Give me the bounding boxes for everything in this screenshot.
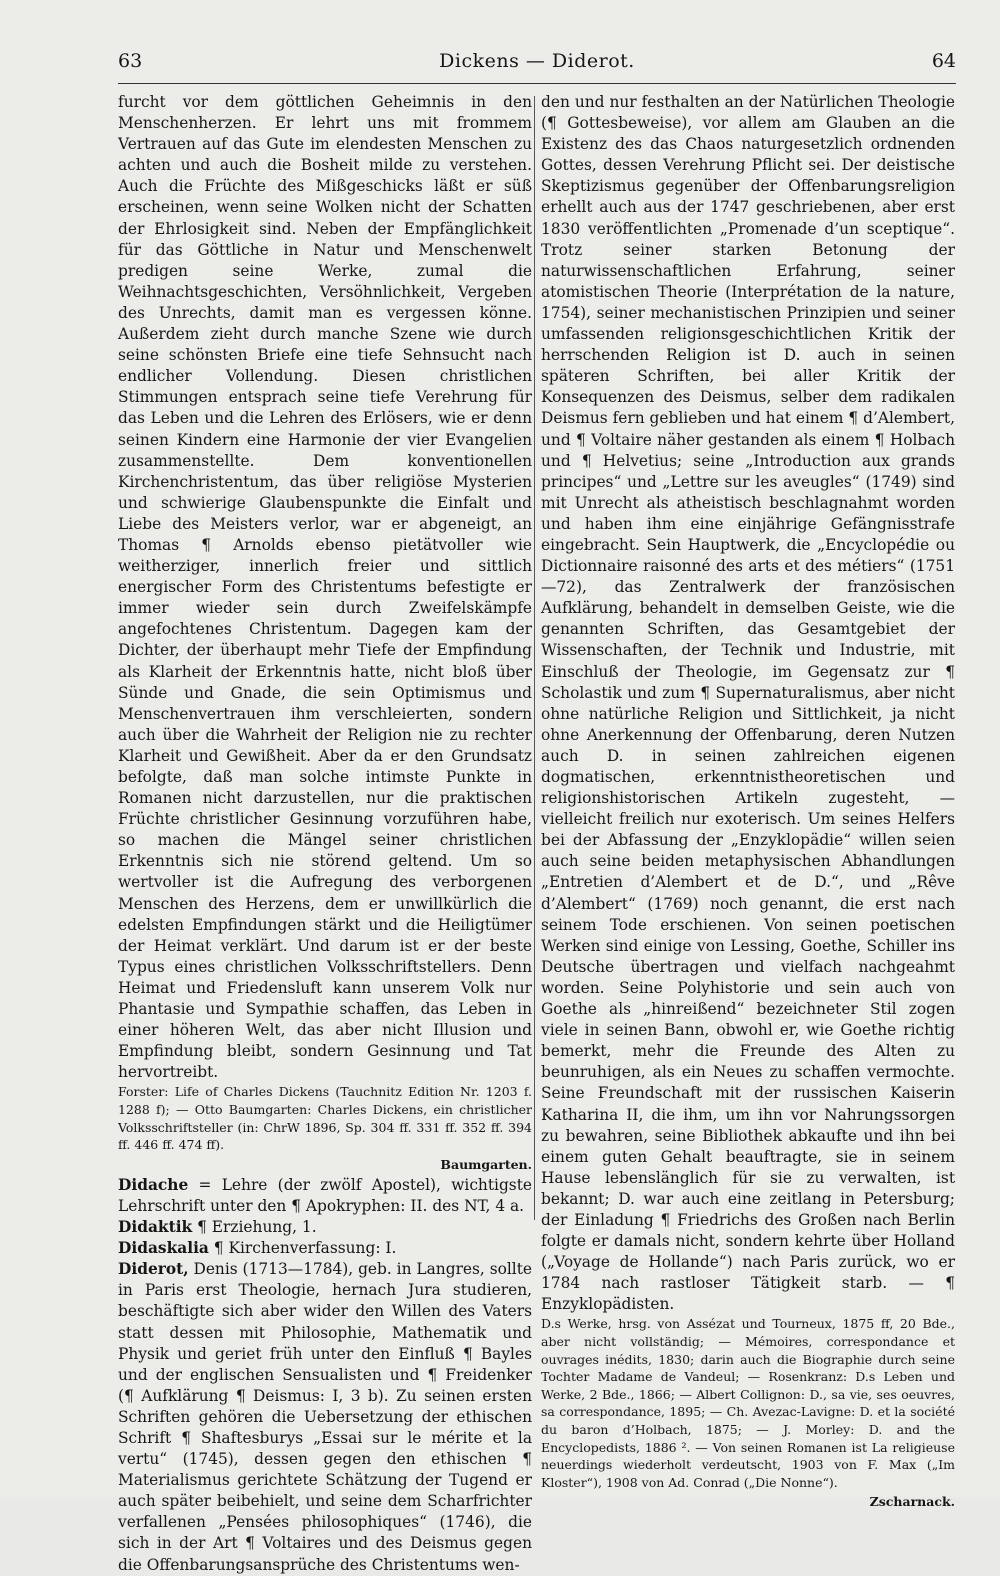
didache-text: = Lehre (der zwölf Apostel), wichtigste Lehrschrift unter den ¶ Apokryphen: II. des NT, 4 a. [118,1175,532,1215]
column-divider [534,96,535,1220]
entry-didache [118,1175,532,1217]
dickens-article-body: furcht vor dem göttlichen Geheimnis in den Menschenherzen. Er lehrt uns mit frommem Vertrauen auf das Gute im elendesten Menschen zu achten und auch die Bosheit milde zu verstehen. Auch die Früchte des Mißgeschicks läßt er süß erscheinen, wenn seine Wolken nicht der Schatten der Ehrlosigkeit sind. Neben der Empfänglichkeit für das Göttliche in Natur und Menschenwelt predigen seine Werke, zumal die Weihnachtsgeschichten, Versöhnlichkeit, Vergeben des Unrechts, damit man es vergessen könne. Außerdem zieht durch manche Szene wie durch seine schönsten Briefe eine tiefe Sehnsucht nach endlicher Vollendung. Diesen christlichen Stimmungen entsprach seine tiefe Verehrung für das Leben und die Lehren des Erlösers, wie er denn seinen Kindern eine Harmonie der vier Evangelien zusammenstellte. Dem konventionellen Kirchenchristentum, das über religiöse Mysterien und schwierige Glaubenspunkte die Einfalt und Liebe des Meisters verlor, war er abgeneigt, an Thomas ¶ Arnolds ebenso pietätvoller wie weitherziger, innerlich freier und sittlich energischer Form des Christentums befestigte er immer wieder sein durch Zweifelskämpfe angefochtenes Christentum. Dagegen kam der Dichter, der überhaupt mehr Tiefe der Empfindung als Klarheit der Erkenntnis hatte, nicht bloß über Sünde und Gnade, die sein Optimismus und Menschenvertrauen ihm verschleierten, sondern auch über die Wahrheit der Religion nie zu rechter Klarheit und Gewißheit. Aber da er den Grundsatz befolgte, daß man solche intimste Punkte in Romanen nicht darzustellen, nur die praktischen Früchte christlicher Gesinnung vorzuführen habe, so machen die Mängel seiner christlichen Erkenntnis sich nie störend geltend. Um so wertvoller ist die Aufregung des verborgenen Menschen des Herzens, dem er unwillkürlich die edelsten Empfindungen stärkt und die Heiligtümer der Heimat verklärt. Und darum ist er der beste Typus eines christlichen Volksschriftstellers. Denn Heimat und Friedensluft kann unserem Volk nur Phantasie und Sympathie schaffen, das Leben in einer höheren Welt, das aber nicht Illusion und Empfindung bleibt, sondern Gesinnung und Tat hervortreibt. [118,93,532,1082]
running-title: Dickens — Diderot. [439,50,635,72]
page-header [118,44,956,84]
diderot-author-signature: Zscharnack. [869,1494,955,1510]
dickens-author-signature: Baumgarten. [440,1156,532,1172]
headword-didaktik: Didaktik [118,1218,193,1237]
diderot-text-start: Denis (1713—1784), geb. in Langres, sollte in Paris erst Theologie, hernach Jura studieren, beschäftigte sich aber wider den Willen des Vaters statt dessen mit Philosophie, Mathematik und Physik und geriet früh unter den Einfluß ¶ Bayles und der englischen Sensualisten und ¶ Freidenker (¶ Aufklärung ¶ Deismus: I, 3 b). Zu seinen ersten Schriften gehören die Uebersetzung der ethischen Schrift ¶ Shaftesburys „Essai sur le mérite et la vertu“ (1745), dessen gegen den ethischen ¶ Materialismus gerichtete Schätzung der Tugend er auch später beibehielt, und seine dem Scharfrichter verfallenen „Pensées philosophiques“ (1746), die sich in der Art ¶ Voltaires und des Deismus gegen die Offenbarungsansprüche des Christentums wen- [118,1260,533,1574]
entry-didaskalia [118,1238,532,1259]
didaskalia-text: ¶ Kirchenverfassung: I. [208,1239,397,1258]
headword-didache: Didache [118,1175,189,1194]
entry-diderot [118,1259,532,1575]
didaktik-text: ¶ Erziehung, 1. [192,1218,317,1237]
right-column [541,92,955,1512]
diderot-article-body: den und nur festhalten an der Natürlichen Theologie (¶ Gottesbeweise), vor allem am Glauben an die Existenz des das Chaos naturgesetzlich ordnenden Gottes, dessen Verehrung Pflicht sei. Der deistische Skeptizismus gegenüber der Offenbarungsreligion erhellt auch aus der 1747 geschriebenen, aber erst 1830 veröffentlichten „Promenade d’un sceptique“. Trotz seiner starken Betonung der naturwissenschaftlichen Erfahrung, seiner atomistischen Theorie (Interprétation de la nature, 1754), seiner mechanistischen Prinzipien und seiner umfassenden religionsgeschichtlichen Kritik der herrschenden Religion ist D. auch in seinen späteren Schriften, bei aller Kritik der Konsequenzen des Deismus, selber dem radikalen Deismus fern geblieben und hat einem ¶ d’Alembert, und ¶ Voltaire näher gestanden als einem ¶ Holbach und ¶ Helvetius; seine „Introduction aux grands principes“ und „Lettre sur les aveugles“ (1749) sind mit Unrecht als atheistisch beschlagnahmt worden und haben ihm eine einjährige Gefängnisstrafe eingebracht. Sein Hauptwerk, die „Encyclopédie ou Dictionnaire raisonné des arts et des métiers“ (1751—72), das Zentralwerk der französischen Aufklärung, behandelt in demselben Geiste, wie die genannten Schriften, das Gesamtgebiet der Wissenschaften, der Technik und Industrie, mit Einschluß der Theologie, im Gegensatz zur ¶ Scholastik und zum ¶ Supernaturalismus, aber nicht ohne natürliche Religion und Sittlichkeit, ja nicht ohne Anerkennung der Offenbarung, deren Nutzen auch D. in seinen zahlreichen eigenen dogmatischen, erkenntnistheoretischen und religionshistorischen Artikeln zugesteht, — vielleicht freilich nur exoterisch. Um seines Helfers bei der Abfassung der „Enzyklopädie“ willen seien auch seine beiden metaphysischen Abhandlungen „Entretien d’Alembert et de D.“, und „Rêve d’Alembert“ (1769) noch genannt, die erst nach seinem Tode erschienen. Von seinen poetischen Werken sind einige von Lessing, Goethe, Schiller ins Deutsche übertragen und vielfach nachgeahmt worden. Seine Polyhistorie und sein auch von Goethe als „hinreißend“ bezeichneter Stil zogen viele in seinen Bann, obwohl er, wie Goethe richtig bemerkt, mehr die Freunde des Alten zu beunruhigen, als ein Neues zu schaffen vermochte. Seine Freundschaft mit der russischen Kaiserin Katharina II, die ihm, um ihn vor Nahrungssorgen zu bewahren, seine Bibliothek abkaufte und ihn bei einem guten Gehalt beauftragte, sie in seinem Hause lebenslänglich für sie zu verwalten, ist bekannt; D. war auch eine zeitlang in Petersburg; der Einladung ¶ Friedrichs des Großen nach Berlin folgte er damals nicht, sondern kehrte über Holland („Voyage de Hollande“) nach Paris zurück, wo er 1784 nach rastloser Tätigkeit starb. — ¶ Enzyklopädisten. [541,93,955,1314]
page-number-left: 63 [118,50,143,72]
headword-diderot: Diderot, [118,1260,189,1279]
header-rule [118,83,956,84]
dickens-references: Forster: Life of Charles Dickens (Tauchnitz Edition Nr. 1203 f. 1288 f); — Otto Baumgarten: Charles Dickens, ein christlicher Volksschriftsteller (in: ChrW 1896, Sp. 304 ff. 331 ff. 352 ff. 394 ff. 446 ff. 474 ff). [118,1084,532,1153]
entry-didaktik [118,1217,532,1238]
headword-didaskalia: Didaskalia [118,1239,209,1258]
diderot-references: D.s Werke, hrsg. von Assézat und Tourneux, 1875 ff, 20 Bde., aber nicht vollständig; — Mémoires, correspondance et ouvrages inédits, 1830; darin auch die Biographie durch seine Tochter Madame de Vandeul; — Rosenkranz: D.s Leben und Werke, 2 Bde., 1866; — Albert Collignon: D., sa vie, ses oeuvres, sa correspondance, 1895; — Ch. Avezac-Lavigne: D. et la société du baron d’Holbach, 1875; — J. Morley: D. and the Encyclopedists, 1886 ². — Von seinen Romanen ist La religieuse neuerdings wiederholt verdeutscht, 1903 von F. Max („Im Kloster“), 1908 von Ad. Conrad („Die Nonne“). [541,1316,955,1490]
page-number-right: 64 [931,50,956,72]
left-column [118,92,532,1576]
